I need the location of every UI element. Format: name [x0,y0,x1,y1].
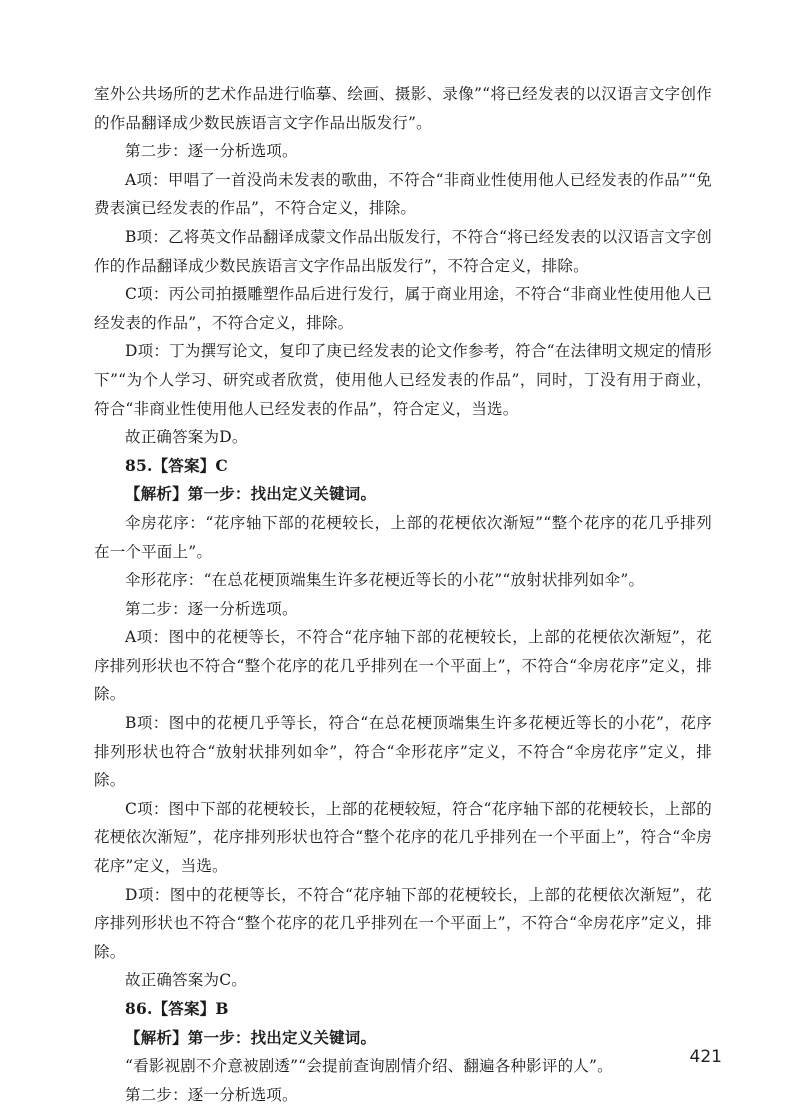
paragraph: B项：图中的花梗几乎等长，符合“在总花梗顶端集生许多花梗近等长的小花”，花序排列形状也符合“放射状排列如伞”，符合“伞形花序”定义，不符合“伞房花序”定义，排除。 [94,714,712,790]
paragraph: 第二步：逐一分析选项。 [125,599,298,618]
paragraph: 室外公共场所的艺术作品进行临摹、绘画、摄影、录像”“将已经发表的以汉语言文字创作的作品翻译成少数民族语言文字作品出版发行”。 [94,85,712,132]
page-body [94,80,712,1109]
paragraph: A项：甲唱了一首没尚未发表的歌曲，不符合“非商业性使用他人已经发表的作品”“免费表演已经发表的作品”，不符合定义，排除。 [94,170,712,218]
paragraph: 第二步：逐一分析选项。 [125,142,298,161]
paragraph: B项：乙将英文作品翻译成蒙文作品出版发行，不符合“将已经发表的以汉语言文字创作的作品翻译成少数民族语言文字作品出版发行”，不符合定义，排除。 [94,227,712,275]
paragraph: 伞形花序：“在总花梗顶端集生许多花梗近等长的小花”“放射状排列如伞”。 [125,571,645,590]
paragraph: 故正确答案为C。 [125,971,247,990]
paragraph: 第二步：逐一分析选项。 [125,1085,298,1104]
paragraph: C项：图中下部的花梗较长，上部的花梗较短，符合“花序轴下部的花梗较长，上部的花梗依次渐短”，花序排列形状也符合“整个花序的花几乎排列在一个平面上”，符合“伞房花序”定义，当选。 [94,799,712,876]
paragraph: 伞房花序：“花序轴下部的花梗较长，上部的花梗依次渐短”“整个花序的花几乎排列在一个平面上”。 [94,513,712,561]
paragraph: D项：图中的花梗等长，不符合“花序轴下部的花梗较长，上部的花梗依次渐短”，花序排列形状也不符合“整个花序的花几乎排列在一个平面上”，不符合“伞房花序”定义，排除。 [94,885,712,961]
page-number: 421 [689,1047,722,1067]
paragraph: “看影视剧不介意被剧透”“会提前查询剧情介绍、翻遍各种影评的人”。 [125,1057,613,1076]
analysis-heading: 【解析】第一步：找出定义关键词。 [125,1027,377,1047]
answer-heading: 86.【答案】B [125,999,229,1018]
analysis-heading: 【解析】第一步：找出定义关键词。 [125,484,377,504]
paragraph: 故正确答案为D。 [125,428,248,447]
answer-heading: 85.【答案】C [125,455,228,475]
paragraph: D项：丁为撰写论文，复印了庚已经发表的论文作参考，符合“在法律明文规定的情形下”“为个人学习、研究或者欣赏，使用他人已经发表的作品”，同时，丁没有用于商业，符合“非商业性使用他人已经发表的作品”，符合定义，当选。 [94,342,712,418]
paragraph: C项：丙公司拍摄雕塑作品后进行发行，属于商业用途，不符合“非商业性使用他人已经发表的作品”，不符合定义，排除。 [94,285,712,332]
paragraph: A项：图中的花梗等长，不符合“花序轴下部的花梗较长，上部的花梗依次渐短”，花序排列形状也不符合“整个花序的花几乎排列在一个平面上”，不符合“伞房花序”定义，排除。 [94,628,712,704]
